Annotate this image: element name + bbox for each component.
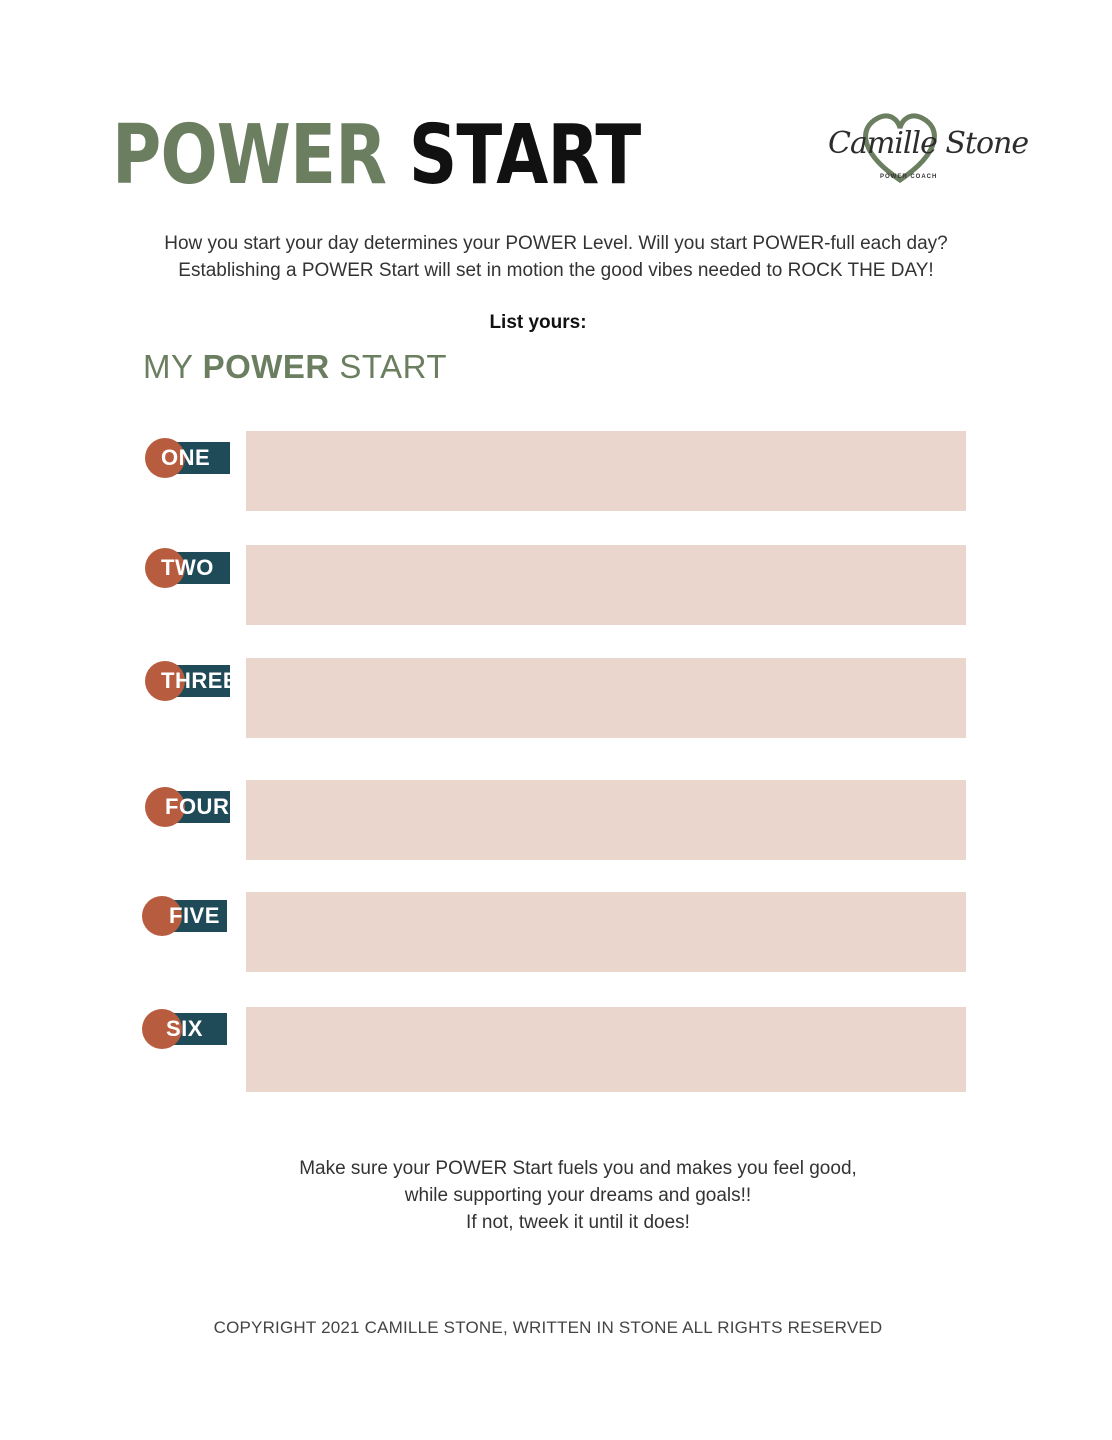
subtitle-my: MY: [143, 348, 203, 385]
entry-box-two[interactable]: [246, 545, 966, 625]
list-item-two: [140, 545, 970, 625]
camille-stone-logo: [820, 108, 1029, 188]
logo-subtext: POWER COACH: [880, 174, 938, 180]
number-label: FIVE: [169, 903, 220, 928]
title-word-start: START: [408, 108, 641, 203]
entry-box-five[interactable]: [246, 892, 966, 972]
number-label: ONE: [161, 445, 211, 470]
intro-line-2: Establishing a POWER Start will set in motion the good vibes needed to ROCK THE DAY!: [178, 260, 934, 281]
list-label: List yours:: [489, 312, 587, 333]
entry-box-six[interactable]: [246, 1007, 966, 1092]
subtitle-start: START: [329, 348, 448, 385]
number-label: FOUR: [165, 794, 230, 819]
number-label: SIX: [166, 1016, 203, 1041]
closing-line-3: If not, tweek it until it does!: [466, 1212, 690, 1233]
list-item-four: [140, 780, 970, 860]
closing-line-1: Make sure your POWER Start fuels you and makes you feel good,: [299, 1158, 857, 1179]
list-item-one: [140, 431, 970, 511]
entry-box-one[interactable]: [246, 431, 966, 511]
intro-line-1: How you start your day determines your POWER Level. Will you start POWER-full each day?: [164, 233, 948, 254]
section-subtitle: [143, 348, 447, 386]
page-title: [112, 110, 640, 202]
subtitle-power: POWER: [202, 348, 330, 385]
title-word-power: POWER: [112, 108, 387, 203]
list-item-three: [140, 658, 970, 738]
number-label: TWO: [161, 555, 214, 580]
entry-box-three[interactable]: [246, 658, 966, 738]
copyright-footer: COPYRIGHT 2021 CAMILLE STONE, WRITTEN IN STONE ALL RIGHTS RESERVED: [213, 1318, 883, 1337]
intro-text: [80, 230, 1032, 284]
list-item-five: [140, 892, 970, 972]
closing-text: [0, 1155, 1112, 1236]
list-item-six: [140, 1007, 970, 1092]
number-label: THREE: [161, 668, 239, 693]
logo-script-text: Camille Stone: [828, 126, 1029, 161]
entry-box-four[interactable]: [246, 780, 966, 860]
closing-line-2: while supporting your dreams and goals!!: [404, 1185, 752, 1206]
